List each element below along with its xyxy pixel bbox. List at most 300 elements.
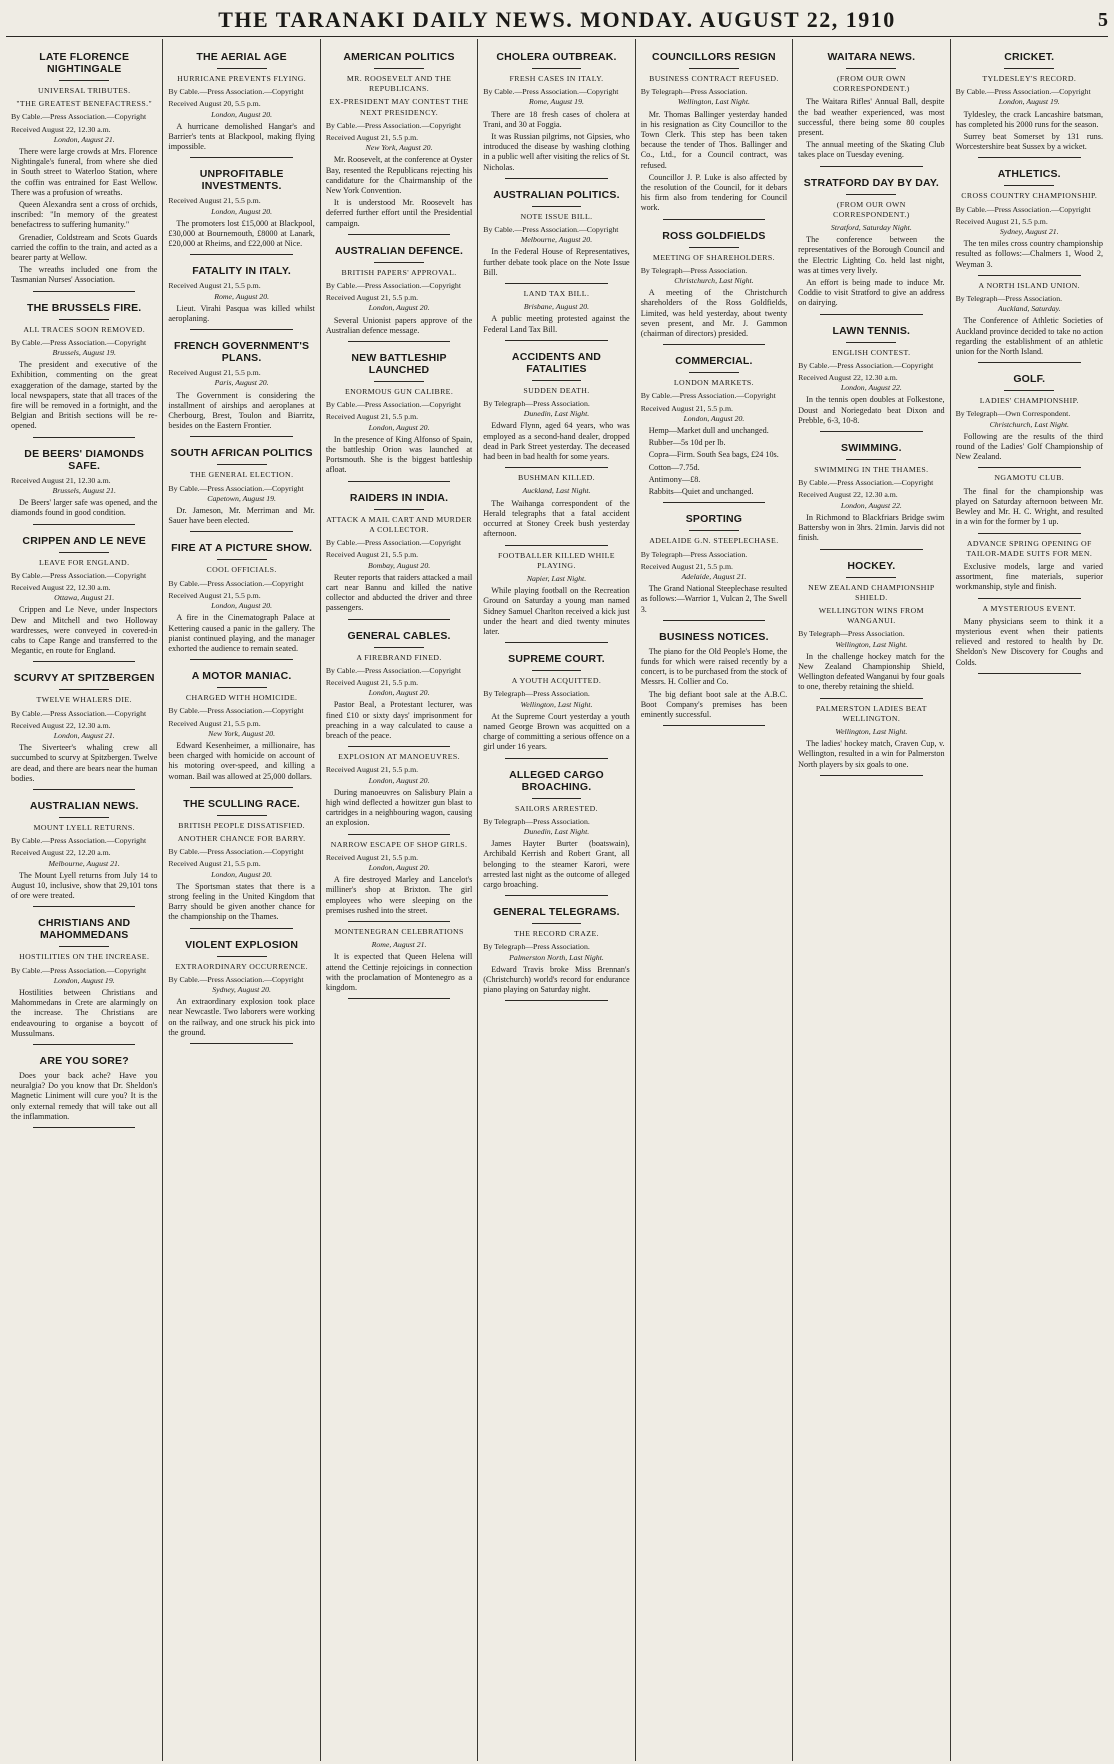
article-headline: LAWN TENNIS. [832, 324, 911, 337]
divider-rule [505, 758, 607, 759]
article [11, 672, 157, 790]
divider-rule [820, 166, 922, 167]
article-received: Received August 20, 5.5 p.m. [168, 99, 261, 109]
article-headline: FRENCH GOVERNMENT'S PLANS. [174, 340, 310, 365]
article-paragraph: It is expected that Queen Helena will attend the Cettinje rejoicings in connection with the proclamation of Montenegro as a kingdom. [325, 952, 473, 992]
article-paragraph: Mr. Thomas Ballinger yesterday handed in his resignation as City Councillor to the Town Clerk. This step has been taken because the tender of Thos. Ballinger and Co., Ltd., for a Council contract, was refused. [640, 109, 788, 170]
article-paragraph: A fire destroyed Marley and Lancelot's milliner's shop at Brixton. The girl employees who were sleeping on the premises rushed into the street. [325, 875, 473, 915]
article-paragraph: Queen Alexandra sent a cross of orchids, inscribed: "In memory of the greatest benefactress to suffering humanity." [11, 200, 158, 230]
article-subhead: NARROW ESCAPE OF SHOP GIRLS. [330, 839, 468, 849]
article-headline: UNPROFITABLE INVESTMENTS. [199, 168, 284, 193]
divider-rule [374, 68, 424, 69]
divider-rule [663, 344, 766, 345]
article-headline: ACCIDENTS AND FATALITIES [511, 350, 602, 375]
article [483, 906, 629, 1001]
article-dateline: London, August 20. [211, 206, 273, 216]
article [641, 51, 787, 220]
article-agency: By Cable.—Press Association.—Copyright [483, 225, 619, 235]
article-dateline: Rome, August 21. [371, 940, 427, 950]
article [168, 447, 314, 532]
article-headline: ATHLETICS. [997, 168, 1061, 181]
article-subhead: EXPLOSION AT MANOEUVRES. [338, 752, 460, 762]
article-received: Received August 21, 5.5 p.m. [168, 196, 261, 206]
article-agency: By Telegraph—Press Association. [483, 816, 590, 826]
article-paragraph: The Mount Lyell returns from July 14 to August 10, inclusive, show that 29,101 tons of ore were treated. [11, 870, 158, 901]
article-dateline: London, August 22. [840, 500, 902, 510]
article-received: Received August 21, 5.5 p.m. [325, 133, 419, 143]
article-subhead: NEW ZEALAND CHAMPIONSHIP SHIELD. [808, 582, 935, 602]
divider-rule [689, 530, 739, 531]
divider-rule [978, 533, 1081, 534]
article-received: Received August 22, 12.30 a.m. [11, 124, 111, 134]
article-dateline: London, August 19. [53, 975, 115, 985]
article-paragraph: Edward Kesenheimer, a millionaire, has been charged with homicide on account of his motoring over-speed, and killing a woman. Bail was allowed at 25,000 dollars. [168, 740, 315, 781]
divider-rule [217, 956, 267, 957]
article-agency: By Cable.—Press Association.—Copyright [11, 965, 147, 975]
article [326, 245, 472, 342]
article-headline: COUNCILLORS RESIGN [652, 51, 776, 63]
article-dateline: Dunedin, Last Night. [523, 409, 590, 419]
article-subhead: ATTACK A MAIL CART AND MURDER A COLLECTOR. [326, 514, 472, 534]
divider-rule [217, 815, 267, 816]
article-subhead: (FROM OUR OWN CORRESPONDENT.) [833, 74, 910, 94]
article-subhead: ENGLISH CONTEST. [832, 347, 911, 357]
article-paragraph: Crippen and Le Neve, under Inspectors Dew and Mitchell and two Holloway wardresses, were conveyed in covered-in cabs to Cape Range and transferred to the Megantic, en route for England. [11, 605, 158, 656]
article-headline: SCURVY AT SPITZBERGEN [13, 672, 155, 685]
article-agency: By Cable.—Press Association.—Copyright [640, 391, 776, 401]
article-paragraph: In the presence of King Alfonso of Spain, the battleship Orion was launched at Portsmouth. She is the biggest battleship afloat. [325, 434, 473, 475]
article [168, 670, 314, 788]
divider-rule [689, 68, 739, 69]
divider-rule [846, 459, 896, 460]
article-agency: By Cable.—Press Association.—Copyright [483, 87, 619, 97]
article-paragraph: The Government is considering the installment of airships and aeroplanes at Cherbourg, Brest, Toulon and Biarritz, besides on the Eastern Frontier. [168, 390, 315, 431]
article-agency: By Cable.—Press Association.—Copyright [11, 112, 147, 122]
article-headline: ARE YOU SORE? [39, 1055, 129, 1067]
column-5 [636, 39, 793, 1761]
article-headline: GENERAL TELEGRAMS. [493, 906, 620, 919]
article-dateline: Paris, August 20. [214, 378, 269, 388]
article [483, 473, 629, 545]
article-paragraph: Lieut. Virahi Pasqua was killed whilst aeroplaning. [168, 303, 315, 324]
article-subhead: BUSHMAN KILLED. [517, 473, 596, 483]
article-dateline: Wellington, Last Night. [835, 639, 908, 649]
article-paragraph: The wreaths included one from the Tasmanian Nurses' Association. [11, 265, 158, 285]
article-headline: FATALITY IN ITALY. [192, 265, 291, 278]
article [483, 769, 629, 897]
article-agency: By Cable.—Press Association.—Copyright [955, 204, 1091, 214]
article [168, 939, 314, 1044]
article-paragraph: The conference between the representatives of the Borough Council and the Electric Lighting Co. held last night, was at times very lively. [798, 235, 945, 275]
article-agency: By Cable.—Press Association.—Copyright [11, 708, 147, 718]
column-4 [478, 39, 635, 1761]
divider-rule [33, 1044, 135, 1045]
article-dateline: Sydney, August 21. [999, 227, 1059, 237]
article-paragraph: Cotton—7.75d. [648, 462, 700, 472]
article-paragraph: In the Federal House of Representatives, further debate took place on the Note Issue Bill. [483, 247, 630, 277]
divider-rule [348, 998, 451, 999]
article-headline: HOCKEY. [847, 559, 896, 572]
divider-rule [217, 68, 267, 69]
article-dateline: Adelaide, August 21. [681, 571, 747, 581]
article-dateline: Auckland, Saturday. [997, 304, 1061, 314]
article-received: Received August 21, 5.5 p.m. [325, 677, 419, 687]
article-agency: By Cable.—Press Association.—Copyright [798, 360, 934, 370]
article-paragraph: In Richmond to Blackfriars Bridge swim Battersby won in 3hrs. 21min. Jarvis did not finish. [798, 512, 945, 543]
article [168, 265, 314, 330]
article-subhead: EX-PRESIDENT MAY CONTEST THE NEXT PRESIDENCY. [329, 97, 469, 117]
article-agency: By Telegraph—Press Association. [483, 399, 590, 409]
article-dateline: Melbourne, August 21. [48, 858, 120, 868]
article-received: Received August 21, 12.30 a.m. [11, 475, 111, 485]
divider-rule [217, 687, 267, 688]
article-agency: By Telegraph—Press Association. [640, 549, 748, 559]
divider-rule [190, 157, 292, 158]
article-subhead: MOUNT LYELL RETURNS. [33, 822, 135, 832]
article [11, 448, 157, 525]
article-headline: THE BRUSSELS FIRE. [26, 301, 142, 314]
article-paragraph: James Hayter Burter (boatswain), Archibald Kerrish and Robert Grant, all belonging to the steamer Karori, were arrested last night as the outcome of alleged cargo broaching. [483, 839, 630, 889]
divider-rule [978, 673, 1081, 674]
article-agency: By Cable.—Press Association.—Copyright [325, 665, 461, 675]
article-headline: VIOLENT EXPLOSION [185, 938, 299, 951]
divider-rule [978, 275, 1081, 276]
article-subhead: (FROM OUR OWN CORRESPONDENT.) [833, 199, 910, 219]
article-dateline: London, August 20. [368, 688, 430, 698]
article-subhead: A YOUTH ACQUITTED. [511, 676, 602, 686]
article-paragraph: The annual meeting of the Skating Club takes place on Tuesday evening. [798, 140, 945, 160]
article-paragraph: Rubber—5s 10d per lb. [648, 438, 726, 448]
article-dateline: London, August 21. [53, 134, 115, 144]
article [798, 51, 944, 167]
article-paragraph: Surrey beat Somerset by 131 runs. Worcestershire beat Sussex by a wicket. [955, 132, 1103, 152]
article [956, 473, 1103, 533]
article-subhead: BRITISH PEOPLE DISSATISFIED. [178, 820, 305, 830]
article-dateline: London, August 19. [998, 97, 1060, 107]
divider-rule [217, 464, 267, 465]
article-paragraph: A hurricane demolished Hangar's and Barrier's tents at Blackpool, making flying impossible. [168, 121, 315, 152]
article-headline: DE BEERS' DIAMONDS SAFE. [24, 447, 145, 472]
article-paragraph: Does your back ache? Have you neuralgia? Do you know that Dr. Sheldon's Magnetic Liniment will cure you? It is the only external remedy that will take out all the inflammation. [11, 1071, 158, 1121]
article-subhead: "THE GREATEST BENEFACTRESS." [16, 99, 153, 109]
article-dateline: Wellington, Last Night. [835, 726, 908, 736]
divider-rule [978, 598, 1081, 599]
article-headline: ALLEGED CARGO BROACHING. [509, 768, 604, 793]
divider-rule [348, 619, 451, 620]
divider-rule [348, 921, 451, 922]
article-headline: A MOTOR MANIAC. [191, 670, 292, 683]
article-subhead: ADELAIDE G.N. STEEPLECHASE. [649, 536, 779, 546]
divider-rule [190, 1043, 292, 1044]
article-paragraph: Hemp—Market dull and unchanged. [648, 426, 769, 436]
article-paragraph: A fire in the Cinematograph Palace at Kettering caused a panic in the gallery. The pianist continued playing, and the manager exhorted the audience to remain seated. [168, 613, 315, 653]
newspaper-title: THE TARANAKI DAILY NEWS. MONDAY. AUGUST 22, 1910 [218, 7, 896, 32]
article-subhead: TWELVE WHALERS DIE. [36, 695, 132, 705]
article-subhead: THE GENERAL ELECTION. [189, 470, 294, 480]
article-headline: THE AERIAL AGE [196, 51, 287, 63]
article-agency: By Cable.—Press Association.—Copyright [325, 400, 461, 410]
article-agency: By Cable.—Press Association.—Copyright [11, 836, 147, 846]
article-received: Received August 21, 5.5 p.m. [168, 368, 261, 378]
article-paragraph: Hostilities between Christians and Mahommedans in Crete are alarmingly on the increase. The Christians are endeavouring to organise a boycott of Mussulmans. [11, 987, 158, 1038]
divider-rule [689, 247, 739, 248]
article-subhead: A MYSTERIOUS EVENT. [982, 603, 1076, 613]
article-paragraph: Many physicians seem to think it a mysterious event when their patients relieved and restored to health by Dr. Sheldon's New Discovery for Coughs and Colds. [955, 616, 1103, 667]
article-paragraph: Edward Flynn, aged 64 years, who was employed as a second-hand dealer, dropped dead in Park Street yesterday. The deceased had been in bad health for some years. [483, 421, 630, 462]
article [326, 840, 472, 922]
article-subhead: LADIES' CHAMPIONSHIP. [979, 396, 1079, 406]
article [168, 798, 314, 929]
article-paragraph: There were large crowds at Mrs. Florence Nightingale's funeral, from where she died in South street to Waterloo Station, where the coffin was entrained for East Wellow. There was a profusion of wreaths. [11, 147, 158, 197]
divider-rule [505, 642, 607, 643]
article-subhead: BUSINESS CONTRACT REFUSED. [649, 74, 779, 83]
article-headline: WAITARA NEWS. [827, 51, 916, 63]
divider-rule [663, 620, 766, 621]
divider-rule [1004, 185, 1054, 186]
article-headline: AUSTRALIAN DEFENCE. [335, 244, 464, 257]
divider-rule [820, 698, 922, 699]
article-subhead: FRESH CASES IN ITALY. [509, 74, 604, 83]
column-grid [6, 39, 1108, 1761]
article-paragraph: Rabbits—Quiet and unchanged. [648, 487, 754, 497]
divider-rule [59, 552, 109, 553]
article-dateline: Auckland, Last Night. [522, 486, 591, 496]
divider-rule [1004, 390, 1054, 391]
article-paragraph: Grenadier, Coldstream and Scots Guards carried the coffin to the train, and acted as a bearer party at Wellow. [11, 232, 158, 263]
article-paragraph: The ladies' hockey match, Craven Cup, v. Wellington, resulted in a win for Palmerston North players by six goals to one. [798, 739, 945, 769]
article-received: Received August 22, 12.30 a.m. [798, 373, 898, 383]
article-subhead: EXTRAORDINARY OCCURRENCE. [175, 961, 308, 971]
divider-rule [846, 194, 896, 195]
article [798, 177, 944, 315]
divider-rule [59, 80, 109, 81]
article-agency: By Telegraph—Press Association. [640, 265, 748, 275]
article-dateline: Rome, August 20. [214, 291, 270, 301]
article-subhead: FOOTBALLER KILLED WHILE PLAYING. [498, 550, 615, 570]
article-dateline: London, August 20. [211, 869, 273, 879]
article-paragraph: A public meeting protested against the Federal Land Tax Bill. [483, 314, 630, 334]
divider-rule [1004, 68, 1054, 69]
article-dateline: London, August 20. [368, 422, 430, 432]
article-received: Received August 21, 5.5 p.m. [168, 718, 261, 728]
article-agency: By Telegraph—Press Association. [798, 629, 905, 639]
article [956, 281, 1103, 363]
divider-rule [190, 436, 292, 437]
article-subhead: SWIMMING IN THE THAMES. [814, 465, 929, 475]
article-agency: By Telegraph—Press Association. [483, 689, 590, 699]
article [483, 51, 629, 179]
article-subhead: MONTENEGRAN CELEBRATIONS [334, 926, 464, 936]
article-received: Received August 21, 5.5 p.m. [325, 765, 419, 775]
article-headline: COMMERCIAL. [675, 355, 753, 368]
article [483, 289, 629, 341]
article-paragraph: Exclusive models, large and varied assortment, fine materials, superior workmanship, style and finish. [955, 561, 1103, 592]
article-headline: CHOLERA OUTBREAK. [496, 51, 617, 63]
article-subhead: BRITISH PAPERS' APPROVAL. [341, 267, 457, 277]
divider-rule [505, 895, 607, 896]
article-headline: GOLF. [1013, 373, 1046, 386]
article-agency: By Cable.—Press Association.—Copyright [325, 120, 461, 130]
article-paragraph: De Beers' larger safe was opened, and the diamonds found in good condition. [11, 498, 158, 518]
divider-rule [532, 670, 582, 671]
divider-rule [33, 1127, 135, 1128]
article-subhead: NGAMOTU CLUB. [994, 473, 1065, 483]
article-dateline: Napier, Last Night. [526, 573, 587, 583]
article-paragraph: The Sportsman states that there is a strong feeling in the United Kingdom that Barry should be given another chance for the championship on the Thames. [168, 881, 315, 922]
article [326, 492, 472, 620]
article-received: Received August 21, 5.5 p.m. [325, 852, 419, 862]
article-paragraph: The president and executive of the Exhibition, commenting on the great exaggeration of the damage, started by the local newspapers, state that all traces of the fire will be removed in a fortnight, and the Belgian and British sections will be re-opened. [11, 360, 158, 431]
article [11, 800, 157, 907]
divider-rule [374, 509, 424, 510]
article-paragraph: Councillor J. P. Luke is also affected by the resolution of the Council, for it debars his firm also from tendering for Council work. [640, 172, 788, 213]
divider-rule [348, 341, 451, 342]
article-headline: NEW BATTLESHIP LAUNCHED [351, 352, 447, 377]
divider-rule [59, 689, 109, 690]
article-headline: CRICKET. [1004, 51, 1055, 63]
article-received: Received August 21, 5.5 p.m. [168, 590, 261, 600]
article [168, 168, 314, 255]
article-dateline: Wellington, Last Night. [677, 97, 750, 107]
divider-rule [190, 254, 292, 255]
article-paragraph: While playing football on the Recreation Ground on Saturday a young man named Sidney Samuel Charlton received a kick just under the heart and died twenty minutes later. [483, 586, 630, 636]
article-headline: LATE FLORENCE NIGHTINGALE [39, 51, 130, 75]
article-subhead: ADVANCE SPRING OPENING OF TAILOR-MADE SUITS FOR MEN. [966, 538, 1093, 558]
article-dateline: Brisbane, August 20. [523, 302, 590, 312]
article-paragraph: Copra—Firm. South Sea bags, £24 10s. [648, 450, 779, 460]
article-received: Received August 21, 5.5 p.m. [325, 550, 419, 560]
article-paragraph: It was Russian pilgrims, not Gipsies, who introduced the disease by washing clothing in a public well after visiting the relics of St. Nicholas. [483, 132, 630, 172]
article-headline: THE SCULLING RACE. [183, 797, 301, 810]
article [11, 535, 157, 663]
article-received: Received August 22, 12.30 a.m. [798, 490, 898, 500]
article-agency: By Cable.—Press Association.—Copyright [168, 578, 304, 588]
divider-rule [217, 559, 267, 560]
article-agency: By Cable.—Press Association.—Copyright [955, 87, 1091, 97]
article-received: Received August 21, 5.5 p.m. [640, 561, 733, 571]
divider-rule [190, 329, 292, 330]
article-headline: GENERAL CABLES. [347, 629, 451, 642]
article [11, 1055, 157, 1128]
divider-rule [505, 545, 607, 546]
article-subhead: ENORMOUS GUN CALIBRE. [344, 387, 454, 397]
article-agency: By Cable.—Press Association.—Copyright [11, 337, 147, 347]
article-headline: RAIDERS IN INDIA. [349, 491, 449, 504]
divider-rule [532, 923, 582, 924]
article-paragraph: Dr. Jameson, Mr. Merriman and Mr. Sauer have been elected. [168, 506, 315, 526]
article-received: Received August 21, 5.5 p.m. [168, 281, 261, 291]
article [483, 351, 629, 468]
article [326, 630, 472, 748]
article [641, 631, 787, 726]
masthead [6, 4, 1108, 37]
divider-rule [33, 524, 135, 525]
divider-rule [663, 502, 766, 503]
article-paragraph: During manoeuvres on Salisbury Plain a high wind deflected a howitzer gun blast to cartridges in a neighbouring wagon, causing an explosion. [325, 787, 473, 828]
article-agency: By Cable.—Press Association.—Copyright [168, 706, 304, 716]
article-agency: By Cable.—Press Association.—Copyright [11, 570, 147, 580]
article-dateline: Christchurch, Last Night. [989, 419, 1069, 429]
article-dateline: New York, August 20. [365, 143, 433, 153]
article-dateline: Melbourne, August 20. [520, 235, 593, 245]
article-agency: By Telegraph—Own Correspondent. [955, 409, 1071, 419]
divider-rule [532, 380, 582, 381]
article [956, 51, 1103, 158]
article [11, 51, 157, 292]
article-received: Received August 21, 5.5 p.m. [325, 412, 419, 422]
article-dateline: Dunedin, Last Night. [523, 826, 590, 836]
article-subhead: SUDDEN DEATH. [523, 385, 590, 395]
article-paragraph: Following are the results of the third round of the Ladies' Golf Championship of New Zealand. [955, 431, 1103, 462]
article [168, 51, 314, 158]
article-headline: BUSINESS NOTICES. [659, 630, 769, 643]
article-subhead: MR. ROOSEVELT AND THE REPUBLICANS. [346, 74, 452, 94]
article [641, 513, 787, 620]
divider-rule [532, 206, 582, 207]
article [956, 539, 1103, 599]
divider-rule [348, 746, 451, 747]
article-subhead: LAND TAX BILL. [523, 289, 590, 299]
article-received: Received August 21, 5.5 p.m. [325, 293, 419, 303]
article-dateline: New York, August 20. [208, 728, 276, 738]
article-dateline: London, August 22. [840, 383, 902, 393]
article-paragraph: The big defiant boot sale at the A.B.C. Boot Company's premises has been eminently successful. [640, 689, 788, 719]
article-paragraph: Tyldesley, the crack Lancashire batsman, has completed his 2000 runs for the season. [955, 109, 1103, 129]
article-paragraph: Mr. Roosevelt, at the conference at Oyster Bay, resented the Republicans rejecting his candidature for the Chairmanship of the New York Convention. [325, 155, 473, 196]
article-paragraph: The Siverteer's whaling crew all succumbed to scurvy at Spitzbergen. Twelve are dead, and there are bears near the human bodies. [11, 743, 158, 783]
divider-rule [663, 725, 766, 726]
article-dateline: London, August 21. [53, 730, 115, 740]
article [798, 325, 944, 432]
divider-rule [33, 789, 135, 790]
article-dateline: Bombay, August 20. [367, 560, 431, 570]
article [326, 927, 472, 999]
divider-rule [190, 659, 292, 660]
article [11, 302, 157, 438]
article-subhead: SAILORS ARRESTED. [514, 803, 599, 813]
article-dateline: London, August 20. [368, 303, 430, 313]
article-dateline: London, August 20. [368, 862, 430, 872]
article-agency: By Cable.—Press Association.—Copyright [168, 87, 304, 97]
divider-rule [846, 342, 896, 343]
article-subhead: ANOTHER CHANCE FOR BARRY. [177, 833, 306, 843]
divider-rule [348, 481, 451, 482]
article [798, 704, 944, 776]
article-subhead: TYLDESLEY'S RECORD. [982, 74, 1077, 83]
article-dateline: Wellington, Last Night. [520, 699, 593, 709]
article [956, 604, 1103, 674]
divider-rule [59, 946, 109, 947]
article-paragraph: Reuter reports that raiders attacked a mail cart near Bannu and killed the native collector and abducted the driver and three passengers. [325, 572, 473, 613]
article-paragraph: Edward Travis broke Miss Brennan's (Christchurch) world's record for endurance piano playing on Saturday night. [483, 964, 630, 995]
article-paragraph: In the challenge hockey match for the New Zealand Championship Shield, Wellington defeated Wanganui by four goals to one, thereby retaining the shield. [798, 651, 945, 692]
divider-rule [532, 798, 582, 799]
article-subhead: HOSTILITIES ON THE INCREASE. [19, 952, 150, 962]
article [483, 551, 629, 644]
article-paragraph: Several Unionist papers approve of the Australian defence message. [325, 315, 473, 335]
article-headline: STRATFORD DAY BY DAY. [803, 176, 939, 189]
divider-rule [505, 178, 607, 179]
divider-rule [374, 262, 424, 263]
article-dateline: Palmerston North, Last Night. [509, 952, 604, 962]
divider-rule [505, 1000, 607, 1001]
article-subhead: NOTE ISSUE BILL. [520, 211, 593, 221]
article-paragraph: An extraordinary explosion took place near Newcastle. Two laborers were working on the railway, and one struck his pick into the ground. [168, 997, 315, 1037]
article-subhead: WELLINGTON WINS FROM WANGANUI. [818, 605, 924, 626]
article-subhead: PALMERSTON LADIES BEAT WELLINGTON. [815, 703, 927, 723]
divider-rule [374, 381, 424, 382]
article [483, 653, 629, 758]
